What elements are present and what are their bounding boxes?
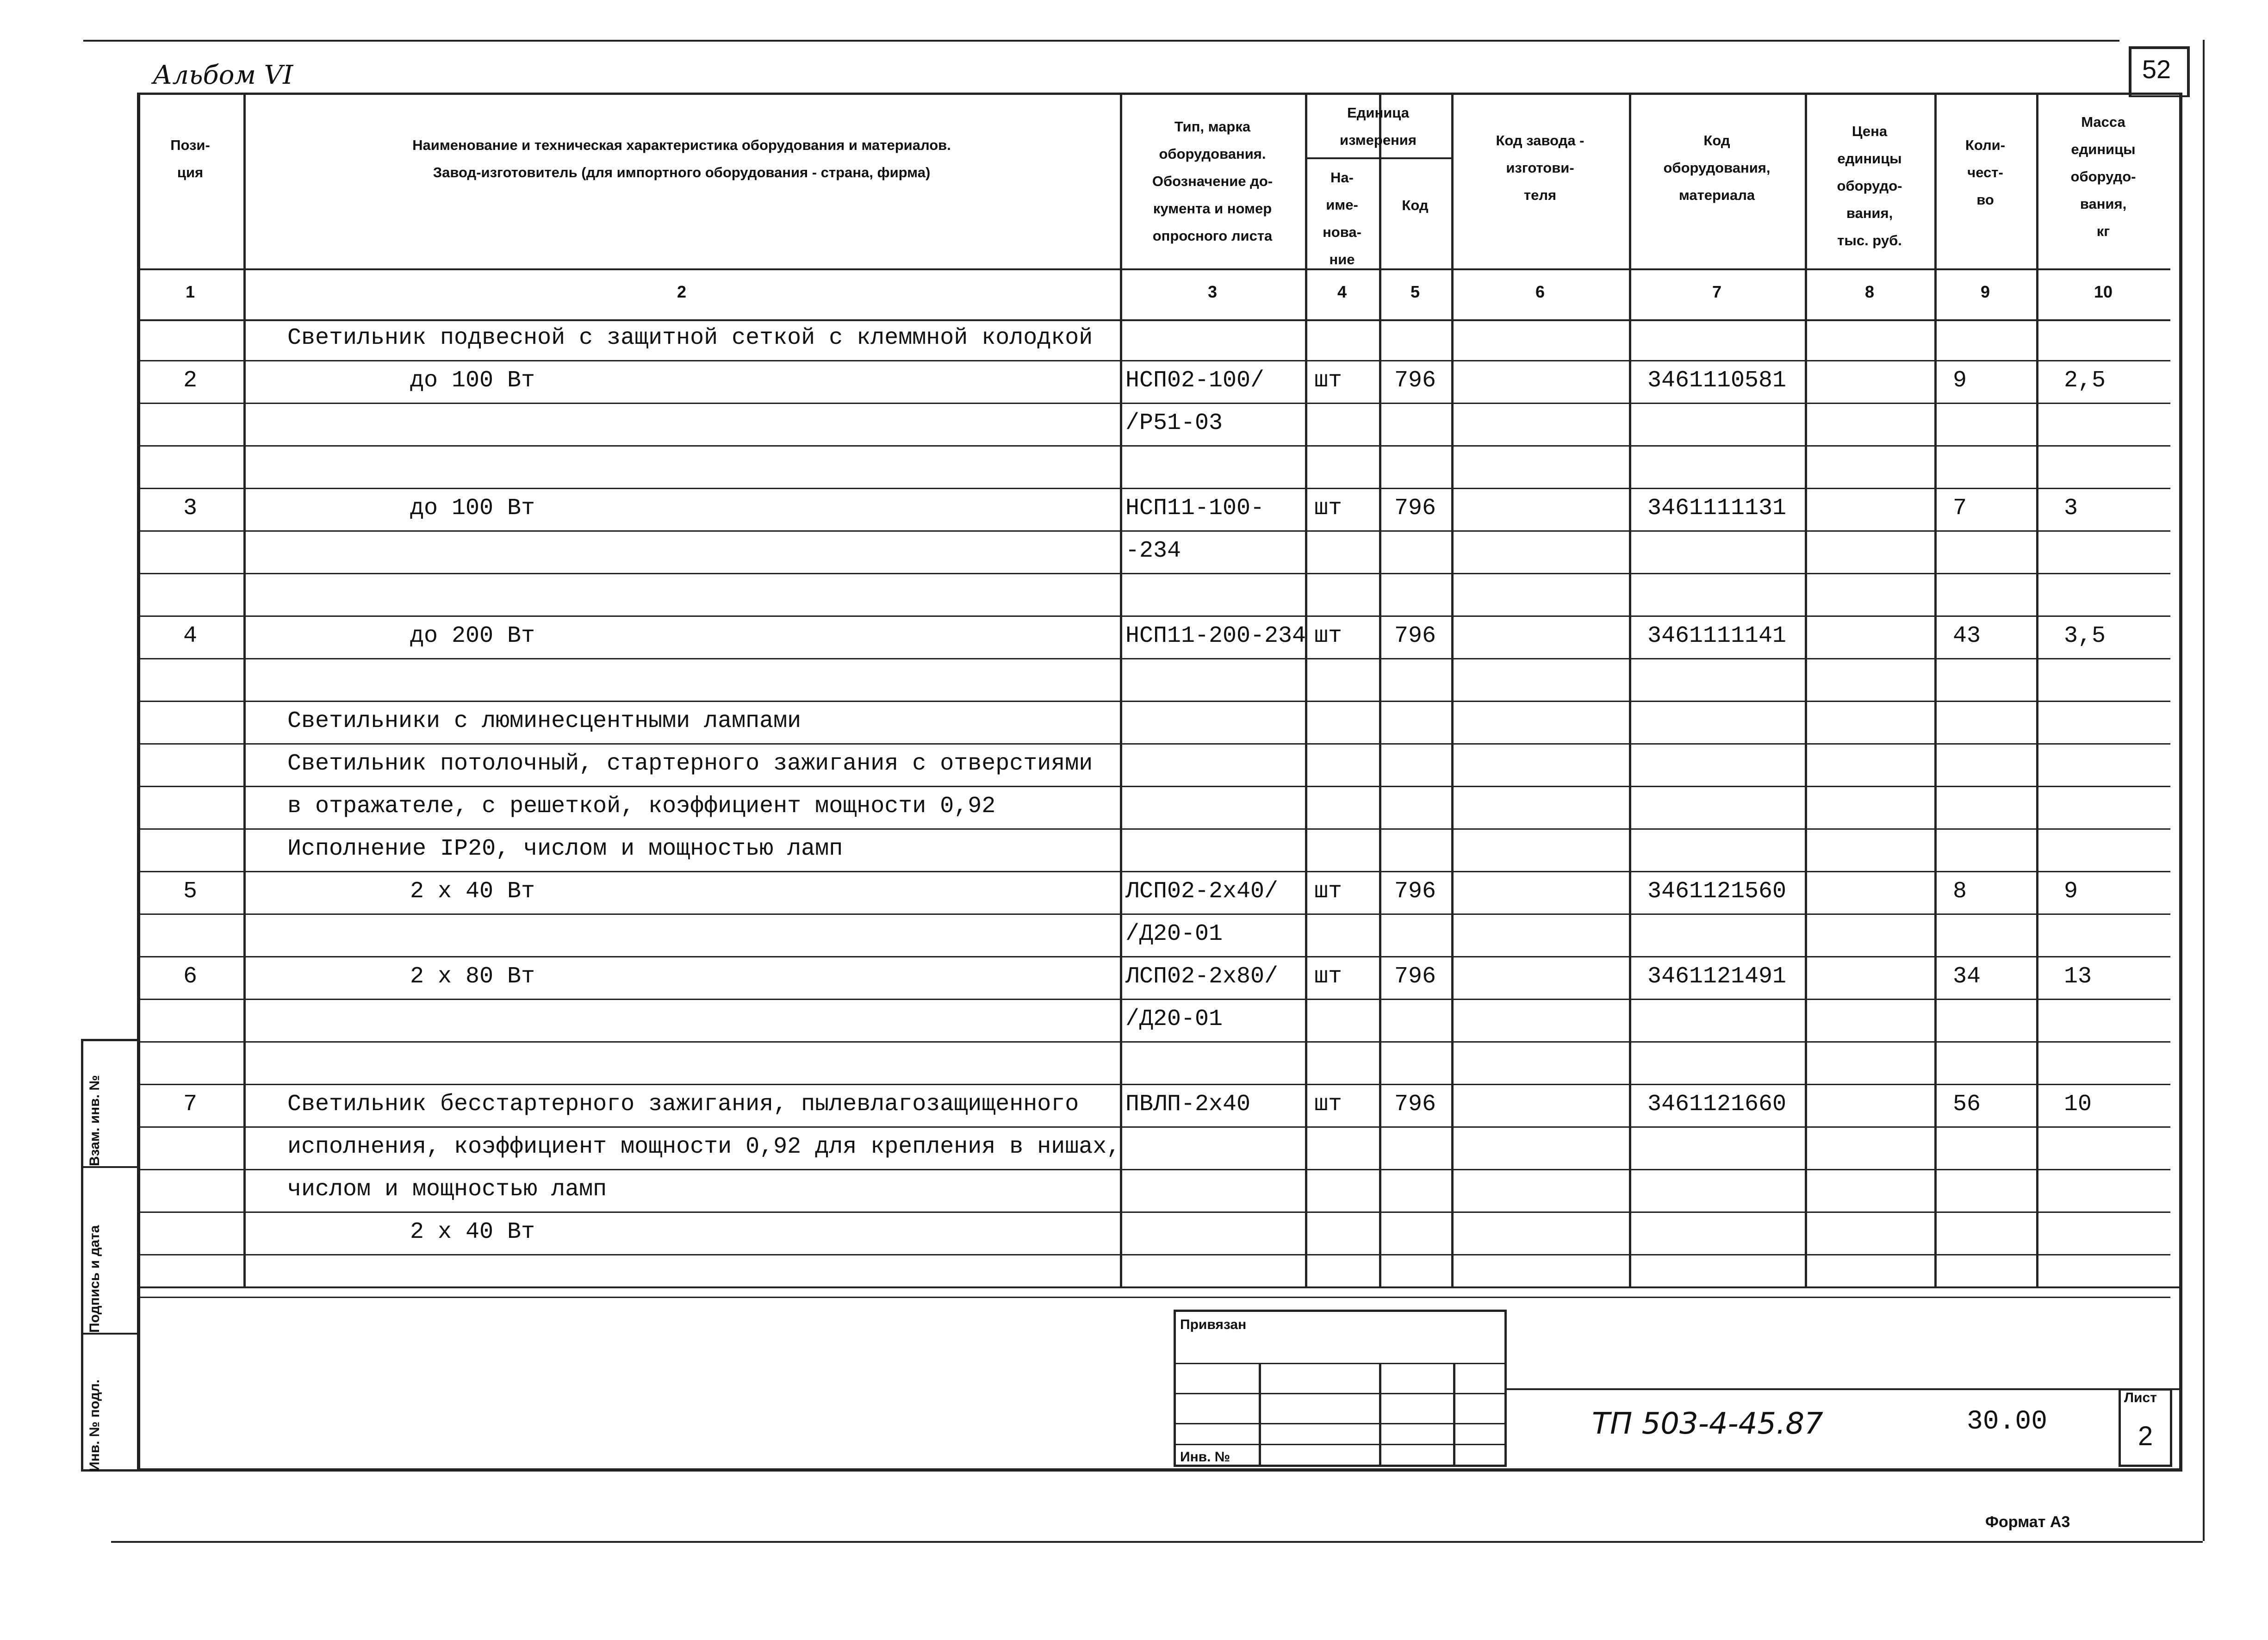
column-number: 3 [1207, 282, 1218, 301]
document-code-suffix: 30.00 [1967, 1407, 2048, 1437]
column-number: 10 [2094, 282, 2113, 301]
cell-position: 6 [183, 963, 197, 990]
paper-format: Формат А3 [1985, 1513, 2070, 1531]
album-label: Альбом VI [153, 60, 293, 90]
cell-unit-code: 796 [1394, 878, 1436, 905]
cell-name: Светильник бесстартерного зажигания, пылевлагозащищенного [287, 1091, 1079, 1118]
row-rule [137, 871, 2170, 872]
cell-name: до 200 Вт [410, 623, 535, 649]
row-rule [137, 1084, 2170, 1085]
row-rule [137, 658, 2170, 659]
cell-unit-code: 796 [1394, 495, 1436, 522]
cell-type: /Д20-01 [1125, 1006, 1223, 1032]
top-rule [83, 40, 2119, 42]
link-stamp [1174, 1310, 1507, 1467]
row-rule [137, 573, 2170, 574]
cell-mass: 2,5 [2064, 367, 2106, 394]
row-rule [137, 615, 2170, 617]
row-rule [137, 1297, 2170, 1298]
list-label: Лист [2124, 1390, 2157, 1405]
row-rule [137, 1169, 2170, 1170]
cell-unit-code: 796 [1394, 963, 1436, 990]
cell-quantity: 43 [1953, 623, 1981, 649]
cell-quantity: 9 [1953, 367, 1967, 394]
stamp-inv-label: Инв. № [1180, 1449, 1230, 1465]
column-number: 2 [677, 282, 687, 301]
cell-equipment-code: 3461111141 [1647, 623, 1787, 649]
cell-position: 3 [183, 495, 197, 522]
cell-type: /Р51-03 [1125, 410, 1223, 436]
cell-equipment-code: 3461121560 [1647, 878, 1787, 905]
cell-name: Светильник потолочный, стартерного зажигания с отверстиями [287, 751, 1093, 777]
cell-equipment-code: 3461121491 [1647, 963, 1787, 990]
cell-quantity: 56 [1953, 1091, 1981, 1118]
title-block-rule [1507, 1388, 2182, 1390]
row-rule [137, 701, 2170, 702]
cell-type: -234 [1125, 538, 1181, 564]
cell-unit-code: 796 [1394, 1091, 1436, 1118]
cell-unit: шт [1314, 367, 1342, 394]
row-rule [137, 1211, 2170, 1213]
row-rule [137, 488, 2170, 489]
cell-mass: 3,5 [2064, 623, 2106, 649]
cell-type: ЛСП02-2х40/ [1125, 878, 1279, 905]
row-rule [137, 828, 2170, 830]
column-divider [1120, 95, 1122, 1286]
sidebar-inv-original: Инв. № подл. [87, 1379, 102, 1472]
row-rule [137, 445, 2170, 447]
cell-quantity: 34 [1953, 963, 1981, 990]
cell-mass: 3 [2064, 495, 2078, 522]
header-equipment-code: Код оборудования, материала [1663, 132, 1771, 203]
cell-name: 2 х 80 Вт [410, 963, 535, 990]
header-type: Тип, марка оборудования. Обозначение до- кумента и номер опросного листа [1152, 118, 1273, 244]
row-rule [137, 360, 2170, 361]
cell-name: 2 х 40 Вт [410, 1219, 535, 1245]
cell-unit: шт [1314, 963, 1342, 990]
column-divider [1451, 95, 1454, 1286]
cell-name: Светильники с люминесцентными лампами [287, 708, 802, 734]
cell-type: ЛСП02-2х80/ [1125, 963, 1279, 990]
column-divider [1629, 95, 1631, 1286]
column-number: 9 [1980, 282, 1990, 301]
right-rule [2203, 40, 2205, 1541]
sidebar-signature-date: Подпись и дата [87, 1225, 102, 1333]
bottom-rule [111, 1541, 2203, 1543]
cell-type: /Д20-01 [1125, 921, 1223, 947]
cell-name: 2 х 40 Вт [410, 878, 535, 905]
cell-equipment-code: 3461111131 [1647, 495, 1787, 522]
sidebar-replace-inv: Взам. инв. № [87, 1075, 102, 1166]
cell-type: НСП02-100/ [1125, 367, 1265, 394]
sheet-number: 52 [2142, 55, 2171, 84]
cell-position: 5 [183, 878, 197, 905]
row-rule [137, 403, 2170, 404]
header-unit-name: На- име- нова- ние [1323, 169, 1361, 267]
unit-group-rule [1305, 157, 1451, 159]
cell-position: 4 [183, 623, 197, 649]
column-divider [1934, 95, 1937, 1286]
row-rule [137, 786, 2170, 787]
list-value: 2 [2138, 1421, 2153, 1451]
cell-position: 2 [183, 367, 197, 394]
cell-type: НСП11-100- [1125, 495, 1265, 522]
cell-type: НСП11-200-234 [1125, 623, 1306, 649]
row-rule [137, 1126, 2170, 1128]
cell-unit: шт [1314, 495, 1342, 522]
cell-unit-code: 796 [1394, 623, 1436, 649]
row-rule [137, 913, 2170, 915]
header-factory-code: Код завода - изготови- теля [1496, 132, 1584, 203]
cell-type: ПВЛП-2х40 [1125, 1091, 1251, 1118]
cell-unit: шт [1314, 623, 1342, 649]
row-rule [137, 1254, 2170, 1255]
cell-position: 7 [183, 1091, 197, 1118]
header-unit-code: Код [1402, 197, 1429, 213]
column-number: 5 [1410, 282, 1420, 301]
cell-name: до 100 Вт [410, 495, 535, 522]
cell-unit: шт [1314, 878, 1342, 905]
header-quantity: Коли- чест- во [1965, 137, 2006, 208]
header-bottom-rule [137, 268, 2170, 270]
cell-name: числом и мощностью ламп [287, 1176, 607, 1203]
cell-name: Светильник подвесной с защитной сеткой с клеммной колодкой [287, 325, 1093, 351]
number-row-rule [137, 319, 2170, 321]
cell-mass: 13 [2064, 963, 2092, 990]
cell-unit: шт [1314, 1091, 1342, 1118]
cell-unit-code: 796 [1394, 367, 1436, 394]
column-number: 8 [1864, 282, 1875, 301]
cell-name: исполнения, коэффициент мощности 0,92 для крепления в нишах, [287, 1134, 1121, 1160]
column-number: 6 [1535, 282, 1545, 301]
cell-equipment-code: 3461110581 [1647, 367, 1787, 394]
cell-name: до 100 Вт [410, 367, 535, 394]
cell-name: Исполнение IP20, числом и мощностью ламп [287, 836, 843, 862]
column-divider [243, 95, 246, 1286]
row-rule [137, 1041, 2170, 1043]
header-name: Наименование и техническая характеристика оборудования и материалов. Завод-изготовитель (для импортного оборудования - страна, фирма) [412, 137, 951, 180]
cell-quantity: 7 [1953, 495, 1967, 522]
table-bottom-rule [137, 1286, 2182, 1288]
cell-mass: 10 [2064, 1091, 2092, 1118]
cell-mass: 9 [2064, 878, 2078, 905]
header-price: Цена единицы оборудо- вания, тыс. руб. [1837, 123, 1902, 248]
header-position: Пози- ция [170, 137, 210, 180]
column-number: 1 [185, 282, 195, 301]
row-rule [137, 530, 2170, 532]
document-code: ТП 503-4-45.87 [1592, 1407, 1823, 1441]
cell-name: в отражателе, с решеткой, коэффициент мощности 0,92 [287, 793, 996, 820]
cell-equipment-code: 3461121660 [1647, 1091, 1787, 1118]
row-rule [137, 743, 2170, 745]
header-unit-group: Единица измерения [1340, 105, 1417, 148]
cell-quantity: 8 [1953, 878, 1967, 905]
column-number: 4 [1337, 282, 1347, 301]
column-number: 7 [1712, 282, 1722, 301]
row-rule [137, 999, 2170, 1000]
header-mass: Масса единицы оборудо- вания, кг [2070, 114, 2136, 239]
row-rule [137, 956, 2170, 957]
stamp-linked-label: Привязан [1180, 1317, 1247, 1332]
